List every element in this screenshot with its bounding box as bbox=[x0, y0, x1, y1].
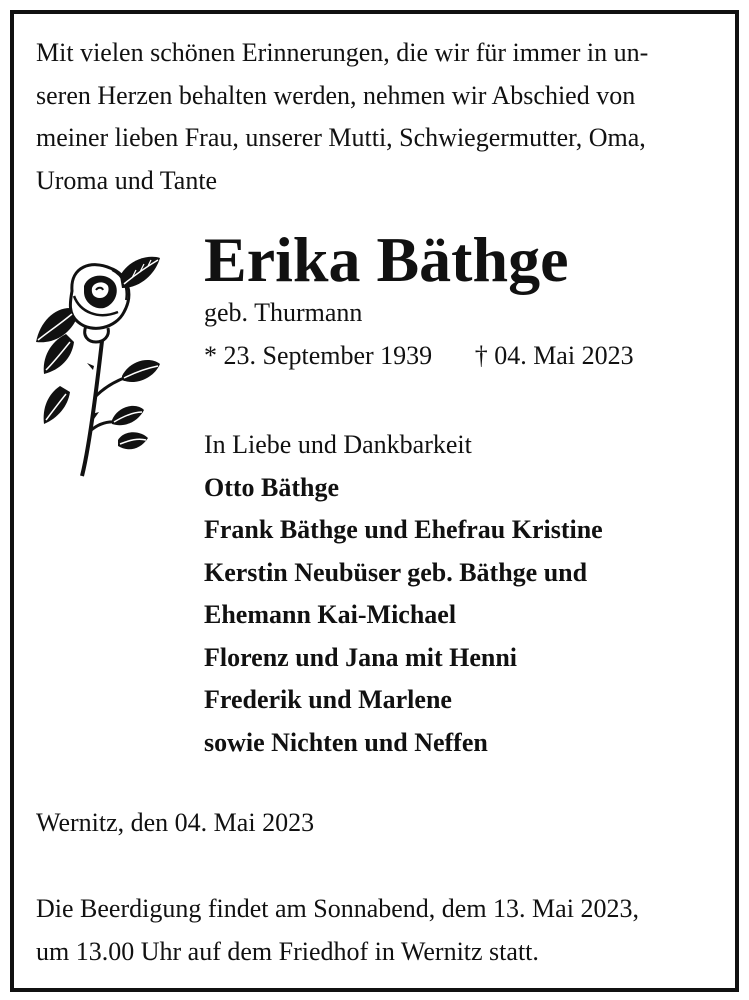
mourner-name: Florenz und Jana mit Henni bbox=[204, 642, 518, 672]
funeral-line: Die Beerdigung findet am Sonnabend, dem 13. Mai 2023, bbox=[36, 894, 639, 923]
mourners-list bbox=[204, 424, 603, 764]
intro-text bbox=[36, 32, 726, 202]
mourner-name: Frederik und Marlene bbox=[204, 685, 452, 714]
mourner-name: Otto Bäthge bbox=[204, 472, 340, 502]
intro-line: meiner lieben Frau, unserer Mutti, Schwiegermutter, Oma, bbox=[36, 123, 646, 152]
deceased-name: Erika Bäthge bbox=[204, 224, 569, 295]
intro-line: seren Herzen behalten werden, nehmen wir Abschied von bbox=[36, 80, 636, 110]
birth-date: * 23. September 1939 bbox=[204, 341, 433, 370]
funeral-info bbox=[36, 888, 639, 973]
mourners-heading: In Liebe und Dankbarkeit bbox=[204, 430, 472, 459]
funeral-line: um 13.00 Uhr auf dem Friedhof in Wernitz statt. bbox=[36, 936, 539, 966]
rose-icon bbox=[32, 246, 162, 478]
death-date: † 04. Mai 2023 bbox=[474, 341, 634, 370]
mourner-name: Kerstin Neubüser geb. Bäthge und bbox=[204, 557, 588, 587]
intro-line: Mit vielen schönen Erinnerungen, die wir für immer in un- bbox=[36, 38, 649, 67]
mourner-name: Ehemann Kai-Michael bbox=[204, 600, 457, 629]
life-dates bbox=[204, 339, 634, 373]
intro-line: Uroma und Tante bbox=[36, 165, 218, 195]
obituary-notice bbox=[10, 10, 739, 992]
mourner-name: Frank Bäthge und Ehefrau Kristine bbox=[204, 515, 603, 544]
place-and-date: Wernitz, den 04. Mai 2023 bbox=[36, 808, 315, 837]
mourner-name: sowie Nichten und Neffen bbox=[204, 727, 488, 757]
birth-name: geb. Thurmann bbox=[204, 298, 363, 327]
